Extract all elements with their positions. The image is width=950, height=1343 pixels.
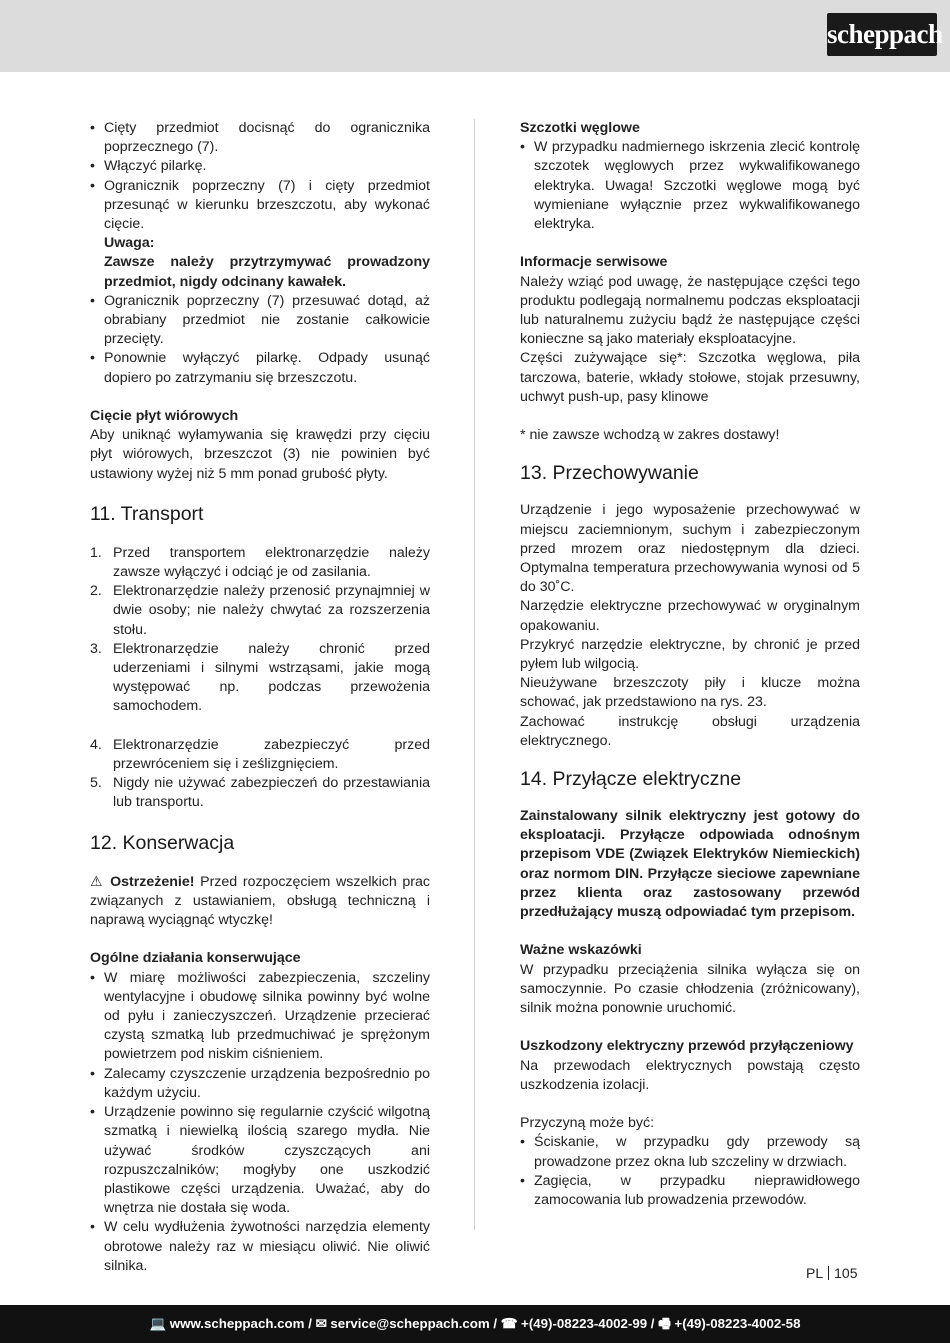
electric-heading: 14. Przyłącze elektryczne: [520, 768, 742, 791]
cable-text: Na przewodach elektrycznych powstają często uszkodzenia izolacji.: [520, 1057, 860, 1093]
right-column: [520, 119, 860, 1210]
transport-heading: 11. Transport: [90, 502, 204, 525]
list-item: 3. Elektronarzędzie należy chronić przed uderzeniami i silnymi wstrząsami, jakie mogą występować np. podczas przewożenia samochodem.: [90, 640, 430, 715]
list-item: 1. Przed transportem elektronarzędzie należy zawsze wyłączyć i odciąć je od zasilania.: [90, 544, 430, 581]
list-item: • Ponownie wyłączyć pilarkę. Odpady usunąć dopiero po zatrzymaniu się brzeszczotu.: [90, 349, 430, 387]
footer-bar: [0, 1305, 950, 1343]
causes-list: [520, 1133, 860, 1210]
storage-heading: 13. Przechowywanie: [520, 462, 699, 485]
electric-bold-text: Zainstalowany silnik elektryczny jest gotowy do eksploatacji. Przyłącze odpowiada odnośnym przepisom VDE (Związek Elektryków Niemieckich) oraz normom DIN. Przyłącze sieciowe zapewniane przez klienta oraz zastosowany przewód przedłużający muszą odpowiadać tym przepisom.: [520, 808, 860, 921]
causes-intro: Przyczyną może być:: [520, 1115, 655, 1132]
warning-label: Uwaga:: [104, 235, 155, 252]
cutting-steps-list-2: [90, 292, 430, 388]
general-maintenance-title: Ogólne działania konserwujące: [90, 950, 301, 967]
column-divider: [474, 119, 475, 1230]
list-item: • Ściskanie, w przypadku gdy przewody są prowadzone przez okna lub szczeliny w drzwiach.: [520, 1133, 860, 1171]
language-code: PL: [806, 1265, 824, 1281]
storage-paragraph: Nieużywane brzeszczoty piły i klucze można schować, jak przedstawiono na rys. 23.: [520, 675, 860, 711]
list-item: • Ogranicznik poprzeczny (7) i cięty przedmiot przesunąć w kierunku brzeszczotu, aby wykonać cięcie.: [90, 177, 430, 235]
left-column: [90, 119, 430, 1276]
list-item: • Zagięcia, w przypadku nieprawidłowego zamocowania lub prowadzenia przewodów.: [520, 1172, 860, 1210]
maintenance-warning: ⚠ Ostrzeżenie! Przed rozpoczęciem wszelkich prac związanych z ustawianiem, obsługą techniczną i naprawą wyciągnąć wtyczkę!: [90, 873, 430, 929]
list-item: • Włączyć pilarkę.: [90, 157, 430, 176]
storage-paragraph: Urządzenie i jego wyposażenie przechowywać w miejscu zaciemnionym, suchym i zabezpieczonym przed mrozem oraz niedostępnym dla dzieci. Optymalna temperatura przechowywania wynosi od 5 do 30˚C.: [520, 502, 860, 596]
page-number-value: 105: [834, 1265, 858, 1281]
storage-paragraph: Przykryć narzędzie elektryczne, by chronić je przed pyłem lub wilgocią.: [520, 636, 860, 673]
warning-text: Zawsze należy przytrzymywać prowadzony przedmiot, nigdy odcinany kawałek.: [104, 254, 430, 290]
list-item: • W miarę możliwości zabezpieczenia, szczeliny wentylacyjne i obudowę silnika powinny być wolne od pyłu i zanieczyszczeń. Urządzenie przecierać czystą szmatką lub przedmuchiwać je sprężonym powietrzem pod niskim ciśnieniem.: [90, 969, 430, 1065]
transport-list: [90, 544, 430, 813]
brushes-list: [520, 138, 860, 234]
list-spacer: [90, 717, 430, 736]
important-title: Ważne wskazówki: [520, 942, 642, 959]
header-bar: [0, 0, 950, 72]
service-title: Informacje serwisowe: [520, 254, 668, 271]
general-maintenance-list: [90, 969, 430, 1276]
page-number: [806, 1265, 857, 1281]
storage-paragraph: Narzędzie elektryczne przechowywać w oryginalnym opakowaniu.: [520, 598, 860, 634]
list-item: • Ogranicznik poprzeczny (7) przesuwać dotąd, aż obrabiany przedmiot nie zostanie całkowicie przecięty.: [90, 292, 430, 350]
warning-icon: ⚠: [90, 873, 105, 890]
service-text: Należy wziąć pod uwagę, że następujące części tego produktu podlegają normalnemu podczas eksploatacji lub naturalnemu zużyciu bądź że następujące części konieczne są jako materiały eksploatacyjne.: [520, 273, 860, 348]
brand-logo: scheppach: [827, 13, 937, 56]
list-item: 5. Nigdy nie używać zabezpieczeń do przestawiania lub transportu.: [90, 775, 430, 811]
list-item: • W celu wydłużenia żywotności narzędzia elementy obrotowe należy raz w miesiącu oliwić. Nie oliwić silnika.: [90, 1218, 430, 1276]
brushes-title: Szczotki węglowe: [520, 120, 640, 136]
chipboard-title: Cięcie płyt wiórowych: [90, 408, 239, 425]
list-item: • Urządzenie powinno się regularnie czyścić wilgotną szmatką i niewielką ilością szarego mydła. Nie używać środków czyszczących ani rozpuszczalników; mogłyby one uszkodzić plastikowe części urządzenia. Uważać, aby do wnętrza nie dostała się woda.: [90, 1103, 430, 1218]
list-item: • Cięty przedmiot docisnąć do ogranicznika poprzecznego (7).: [90, 119, 430, 157]
list-item: • Zalecamy czyszczenie urządzenia bezpośrednio po każdym użyciu.: [90, 1065, 430, 1103]
service-note: * nie zawsze wchodzą w zakres dostawy!: [520, 427, 780, 444]
chipboard-text: Aby uniknąć wyłamywania się krawędzi przy cięciu płyt wiórowych, brzeszczot (3) nie powinien być ustawiony wyżej niż 5 mm ponad grubość płyty.: [90, 427, 430, 482]
service-parts-text: Części zużywające się*: Szczotka węglowa, piła tarczowa, baterie, wkłady stołowe, stojak przesuwny, uchwyt push-up, pasy klinowe: [520, 350, 860, 405]
maintenance-heading: 12. Konserwacja: [90, 831, 235, 854]
list-item: • W przypadku nadmiernego iskrzenia zlecić kontrolę szczotek węglowych przez wykwalifikowanego elektryka. Uwaga! Szczotki węglowe mogą być wymieniane wyłącznie przez wykwalifikowanego elektryka.: [520, 138, 860, 234]
cutting-steps-list: [90, 119, 430, 234]
list-item: 4. Elektronarzędzie zabezpieczyć przed przewróceniem się i ześlizgnięciem.: [90, 736, 430, 773]
cable-title: Uszkodzony elektryczny przewód przyłączeniowy: [520, 1038, 854, 1055]
list-item: 2. Elektronarzędzie należy przenosić przynajmniej w dwie osoby; nie należy chwytać za rozszerzenia stołu.: [90, 583, 430, 638]
footer-contact: 💻 www.scheppach.com / ✉ service@scheppach.com / ☎ +(49)-08223-4002-99 / 🖷 +(49)-08223-4002-58: [149, 1316, 801, 1331]
important-text: W przypadku przeciążenia silnika wyłącza się on samoczynnie. Po czasie chłodzenia (zróżnicowany), silnik można ponownie uruchomić.: [520, 961, 860, 1017]
storage-paragraph: Zachować instrukcję obsługi urządzenia elektrycznego.: [520, 713, 860, 749]
